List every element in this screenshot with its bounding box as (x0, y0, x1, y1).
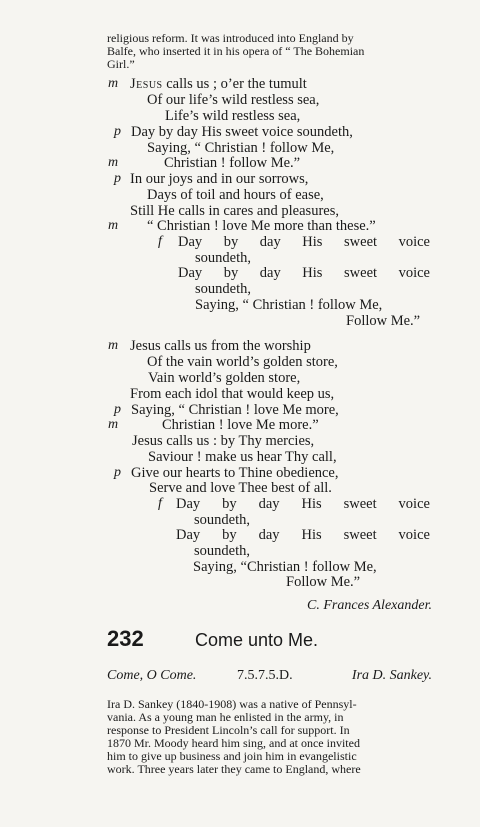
refrain-word: His (302, 265, 323, 281)
intro-line: Girl.” (107, 57, 135, 71)
verse-line: Jesus calls us from the worship (130, 338, 311, 354)
intro-line: religious reform. It was introduced into England by (107, 31, 354, 45)
refrain-word: voice (398, 496, 430, 512)
refrain-word: voice (398, 265, 430, 281)
dynamic-mark: p (114, 171, 121, 186)
refrain-word: His (302, 234, 323, 250)
refrain-word: Day (178, 265, 203, 281)
dynamic-mark: f (158, 234, 162, 249)
refrain-word: day (259, 234, 281, 250)
verse-line: Give our hearts to Thine obedience, (131, 465, 339, 481)
author-credit: C. Frances Alexander. (307, 598, 432, 613)
refrain-line: Follow Me.” (346, 313, 421, 329)
verse-line: “ Christian ! love Me more than these.” (147, 218, 376, 234)
refrain-word: day (258, 527, 280, 543)
dynamic-mark: p (114, 124, 121, 139)
intro-line: Balfe, who inserted it in his opera of “ The Bohemian (107, 44, 365, 58)
hymn-title: Come unto Me. (195, 630, 319, 650)
refrain-line: soundeth, (195, 250, 251, 266)
dynamic-mark: p (114, 465, 121, 480)
refrain-word: sweet (344, 234, 378, 250)
verse-line (130, 76, 307, 92)
refrain-word: Day (178, 234, 203, 250)
intro-paragraph (107, 32, 433, 71)
refrain-line: soundeth, (194, 512, 250, 528)
refrain-line: Follow Me.” (286, 574, 361, 590)
note-line: response to President Lincoln’s call for support. In (107, 723, 350, 737)
dynamic-mark: m (108, 338, 119, 353)
note-line: him to give up business and join him in evangelistic (107, 749, 357, 763)
verse-line: Saying, “ Christian ! love Me more, (131, 402, 339, 418)
refrain-line: Saying, “Christian ! follow Me, (193, 559, 377, 575)
refrain-word: voice (398, 234, 430, 250)
refrain-line (178, 234, 430, 251)
refrain-line: soundeth, (194, 543, 250, 559)
refrain-line (178, 265, 430, 282)
dynamic-mark: m (108, 218, 119, 233)
refrain-word: sweet (343, 527, 377, 543)
refrain-word: by (223, 265, 239, 281)
refrain-word: His (301, 496, 322, 512)
refrain-word: sweet (343, 496, 377, 512)
dynamic-mark: m (108, 76, 119, 91)
biography-note (107, 698, 432, 776)
verse-line: Vain world’s golden store, (148, 370, 301, 386)
refrain-word: by (223, 234, 239, 250)
refrain-word: His (301, 527, 322, 543)
composer: Ira D. Sankey. (351, 668, 432, 683)
dynamic-mark: m (108, 155, 119, 170)
refrain-line: soundeth, (195, 281, 251, 297)
note-line: Ira D. Sankey (1840-1908) was a native of Pennsyl- (107, 697, 357, 711)
verse-line: Of the vain world’s golden store, (147, 354, 338, 370)
verse-line: From each idol that would keep us, (130, 386, 335, 402)
dynamic-mark: f (158, 496, 162, 511)
note-line: work. Three years later they came to England, where (107, 762, 361, 776)
verse-line-text: calls us ; o’er the tumult (162, 76, 307, 92)
first-word: Jesus (130, 76, 163, 92)
note-line: vania. As a young man he enlisted in the army, in (107, 710, 344, 724)
refrain-line: Saying, “ Christian ! follow Me, (195, 297, 383, 313)
dynamic-mark: m (108, 417, 119, 432)
refrain-line (176, 496, 430, 513)
refrain-word: day (259, 265, 281, 281)
verse-line: Day by day His sweet voice soundeth, (131, 124, 353, 140)
verse-line: Days of toil and hours of ease, (147, 187, 324, 203)
verse-line: In our joys and in our sorrows, (130, 171, 309, 187)
note-line: 1870 Mr. Moody heard him sing, and at once invited (107, 736, 360, 750)
verse-line: Christian ! love Me more.” (162, 417, 319, 433)
verse-line: Saviour ! make us hear Thy call, (148, 449, 337, 465)
refrain-word: by (222, 527, 237, 543)
verse-line: Serve and love Thee best of all. (149, 480, 332, 496)
verse-line: Of our life’s wild restless sea, (147, 92, 320, 108)
refrain-word: voice (398, 527, 430, 543)
refrain-word: Day (176, 496, 201, 512)
tune-name: Come, O Come. (107, 668, 197, 683)
hymn-number: 232 (107, 626, 144, 651)
verse-line: Life’s wild restless sea, (165, 108, 301, 124)
dynamic-mark: p (114, 402, 121, 417)
verse-line: Jesus calls us : by Thy mercies, (132, 433, 315, 449)
verse-line: Christian ! follow Me.” (164, 155, 301, 171)
refrain-word: by (222, 496, 237, 512)
refrain-word: Day (176, 527, 201, 543)
verse-line: Saying, “ Christian ! follow Me, (147, 140, 335, 156)
meter: 7.5.7.5.D. (237, 668, 293, 683)
refrain-word: day (258, 496, 280, 512)
verse-line: Still He calls in cares and pleasures, (130, 203, 339, 219)
refrain-line (176, 527, 430, 544)
refrain-word: sweet (344, 265, 378, 281)
